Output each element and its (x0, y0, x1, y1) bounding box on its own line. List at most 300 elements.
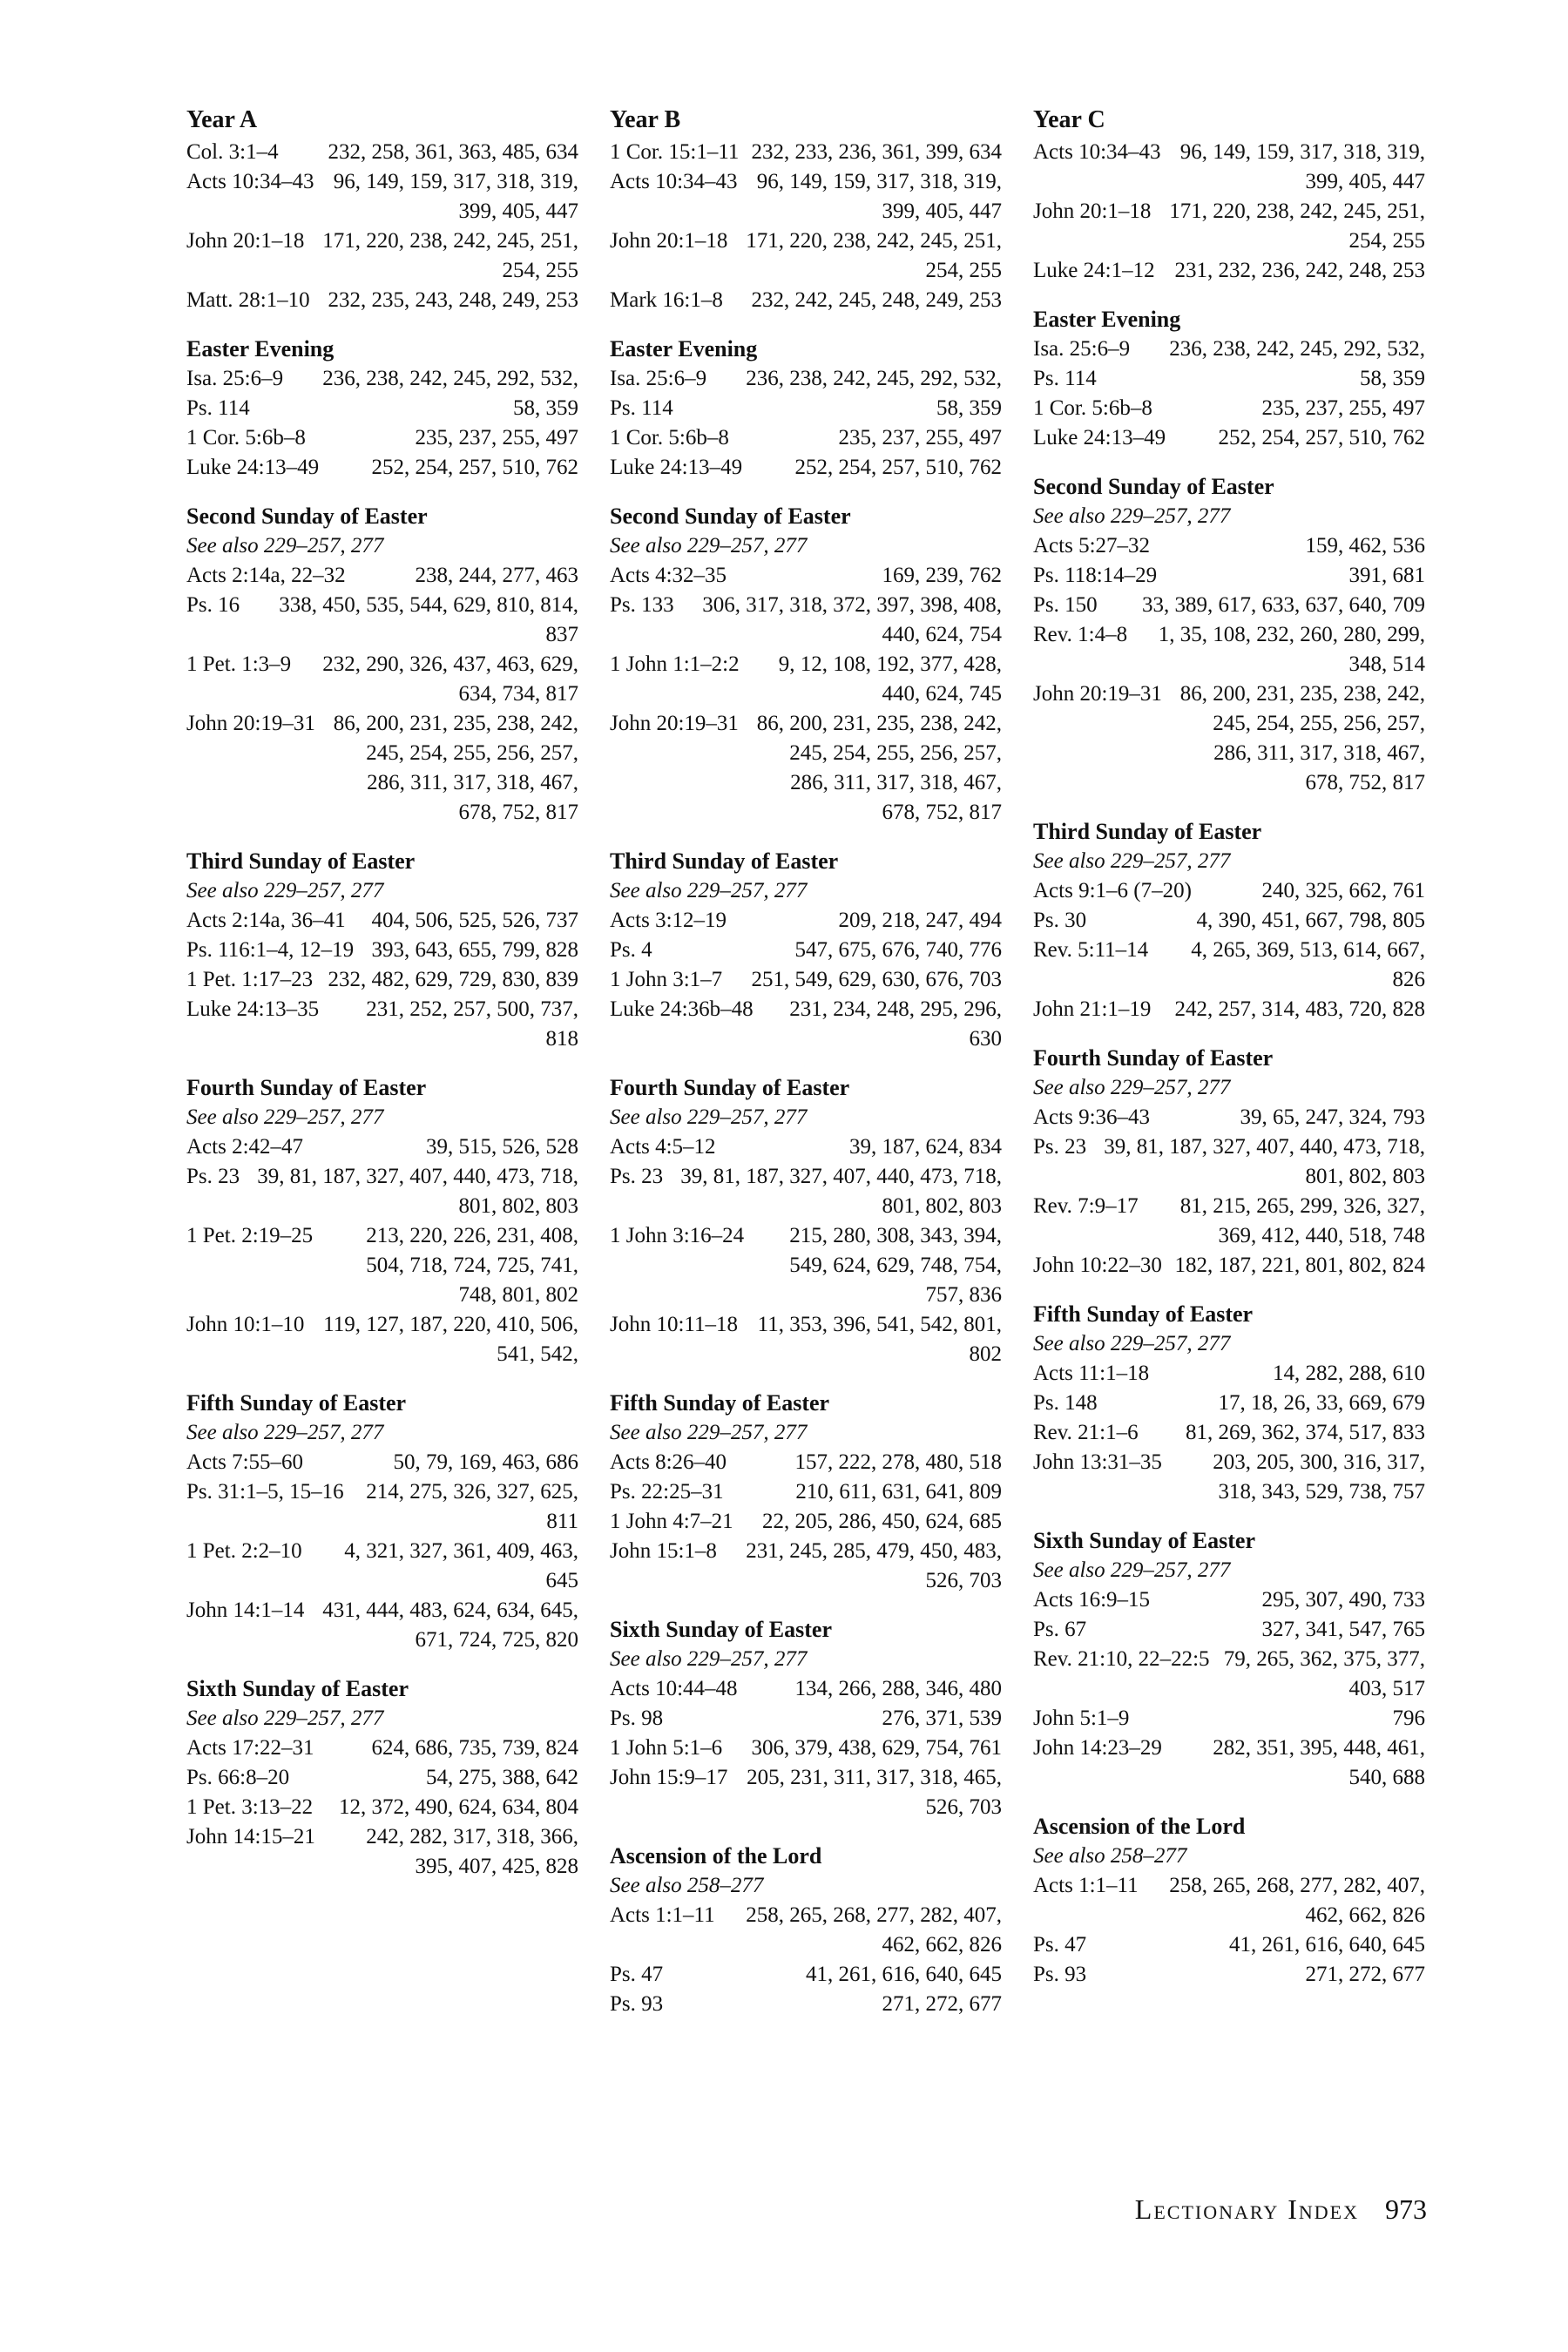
hymn-numbers: 86, 200, 231, 235, 238, 242, 245, 254, 255, 256, 257, 286, 311, 317, 318, 467, 678, 752, 817 (1179, 682, 1425, 794)
index-entry (1033, 1871, 1425, 1930)
index-entry (610, 1763, 1002, 1822)
index-entry (610, 1310, 1002, 1369)
lectionary-section (1033, 138, 1425, 286)
lectionary-section (1033, 305, 1425, 453)
scripture-reference: Luke 24:13–35 (186, 997, 320, 1021)
scripture-reference: Ps. 114 (186, 396, 250, 420)
index-entry (610, 1704, 1002, 1734)
index-entry (1033, 1734, 1425, 1793)
hymn-numbers: 235, 237, 255, 497 (415, 426, 578, 449)
hymn-numbers: 236, 238, 242, 245, 292, 532, (746, 367, 1002, 390)
hymn-numbers: 252, 254, 257, 510, 762 (794, 456, 1002, 479)
index-entry (610, 1162, 1002, 1221)
index-entry (610, 995, 1002, 1054)
index-entry (186, 1537, 578, 1596)
hymn-numbers: 235, 237, 255, 497 (1261, 396, 1425, 420)
section-title: Second Sunday of Easter (610, 504, 851, 529)
see-also-note: See also 229–257, 277 (186, 1707, 384, 1730)
scripture-reference: Acts 1:1–11 (610, 1903, 715, 1927)
scripture-reference: Ps. 4 (610, 938, 652, 962)
index-entry (610, 1990, 1002, 2019)
scripture-reference: Ps. 66:8–20 (186, 1766, 290, 1789)
hymn-numbers: 393, 643, 655, 799, 828 (371, 938, 578, 962)
hymn-numbers: 258, 265, 268, 277, 282, 407, 462, 662, 826 (1169, 1874, 1425, 1927)
scripture-reference: John 14:15–21 (186, 1825, 315, 1848)
index-entry (610, 709, 1002, 828)
section-title: Second Sunday of Easter (1033, 474, 1274, 499)
scripture-reference: John 20:1–18 (610, 229, 728, 253)
hymn-numbers: 242, 257, 314, 483, 720, 828 (1174, 997, 1425, 1021)
index-entry (610, 1674, 1002, 1704)
see-also-note: See also 229–257, 277 (610, 1647, 808, 1671)
scripture-reference: Acts 10:44–48 (610, 1677, 738, 1700)
index-entry (186, 167, 578, 226)
scripture-reference: 1 Pet. 2:2–10 (186, 1539, 302, 1563)
index-entry (1033, 620, 1425, 679)
index-entry (186, 936, 578, 965)
hymn-numbers: 231, 252, 257, 500, 737, 818 (366, 997, 578, 1051)
scripture-reference: Ps. 148 (1033, 1391, 1098, 1415)
scripture-reference: Ps. 31:1–5, 15–16 (186, 1480, 344, 1504)
see-also-note: See also 229–257, 277 (1033, 1332, 1231, 1355)
see-also-note: See also 229–257, 277 (1033, 504, 1231, 528)
index-entry (186, 1793, 578, 1822)
scripture-reference: Acts 9:1–6 (7–20) (1033, 879, 1192, 902)
section-title: Easter Evening (1033, 307, 1181, 332)
year-heading: Year B (610, 106, 681, 133)
scripture-reference: 1 Pet. 1:3–9 (186, 652, 292, 676)
hymn-numbers: 171, 220, 238, 242, 245, 251, 254, 255 (1169, 199, 1425, 253)
lectionary-section (1033, 1526, 1425, 1793)
year-heading: Year A (186, 106, 258, 133)
index-entry (186, 1822, 578, 1882)
index-entry (610, 453, 1002, 483)
hymn-numbers: 431, 444, 483, 624, 634, 645, 671, 724, 725, 820 (322, 1598, 578, 1652)
scripture-reference: Ps. 47 (1033, 1933, 1087, 1957)
lectionary-section (186, 847, 578, 1054)
hymn-numbers: 404, 506, 525, 526, 737 (371, 909, 578, 932)
index-entry (1033, 1930, 1425, 1960)
see-also-note: See also 229–257, 277 (1033, 1558, 1231, 1582)
lectionary-section (610, 1389, 1002, 1596)
column-year-c (1033, 105, 1425, 2009)
scripture-reference: Acts 7:55–60 (186, 1450, 304, 1474)
scripture-reference: 1 Pet. 2:19–25 (186, 1224, 314, 1247)
page-number: 973 (1385, 2193, 1427, 2225)
scripture-reference: Acts 5:27–32 (1033, 534, 1151, 558)
scripture-reference: John 10:11–18 (610, 1313, 738, 1336)
index-entry (1033, 1960, 1425, 1990)
index-entry (610, 423, 1002, 453)
hymn-numbers: 327, 341, 547, 765 (1261, 1618, 1425, 1641)
hymn-numbers: 391, 681 (1348, 564, 1425, 587)
hymn-numbers: 1, 35, 108, 232, 260, 280, 299, 348, 514 (1158, 623, 1425, 676)
scripture-reference: Ps. 23 (1033, 1135, 1087, 1159)
hymn-numbers: 159, 462, 536 (1305, 534, 1425, 558)
index-entry (186, 1310, 578, 1369)
scripture-reference: Acts 10:34–43 (186, 170, 314, 193)
hymn-numbers: 4, 265, 369, 513, 614, 667, 826 (1191, 938, 1425, 991)
see-also-note: See also 258–277 (1033, 1844, 1187, 1868)
hymn-numbers: 203, 205, 300, 316, 317, 318, 343, 529, 738, 757 (1213, 1450, 1425, 1504)
hymn-numbers: 12, 372, 490, 624, 634, 804 (339, 1795, 578, 1819)
hymn-numbers: 58, 359 (936, 396, 1002, 420)
section-title: Sixth Sunday of Easter (1033, 1528, 1255, 1553)
index-entry (610, 1734, 1002, 1763)
scripture-reference: Luke 24:36b–48 (610, 997, 754, 1021)
scripture-reference: Luke 24:13–49 (186, 456, 320, 479)
scripture-reference: 1 John 3:1–7 (610, 968, 723, 991)
scripture-reference: John 21:1–19 (1033, 997, 1152, 1021)
lectionary-section (186, 138, 578, 315)
scripture-reference: Ps. 98 (610, 1707, 664, 1730)
hymn-numbers: 17, 18, 26, 33, 669, 679 (1218, 1391, 1425, 1415)
see-also-note: See also 229–257, 277 (186, 534, 384, 558)
hymn-numbers: 157, 222, 278, 480, 518 (794, 1450, 1002, 1474)
index-entry (610, 965, 1002, 995)
index-entry (1033, 591, 1425, 620)
index-entry (610, 1221, 1002, 1310)
index-entry (1033, 1132, 1425, 1192)
lectionary-section (610, 1842, 1002, 2019)
scripture-reference: Ps. 30 (1033, 909, 1087, 932)
hymn-numbers: 169, 239, 762 (882, 564, 1002, 587)
scripture-reference: John 5:1–9 (1033, 1707, 1130, 1730)
scripture-reference: 1 Cor. 15:1–11 (610, 140, 740, 164)
hymn-numbers: 41, 261, 616, 640, 645 (806, 1963, 1002, 1986)
scripture-reference: John 20:1–18 (186, 229, 305, 253)
scripture-reference: Ps. 116:1–4, 12–19 (186, 938, 355, 962)
lectionary-section (186, 502, 578, 828)
scripture-reference: 1 Pet. 3:13–22 (186, 1795, 314, 1819)
hymn-numbers: 50, 79, 169, 463, 686 (393, 1450, 578, 1474)
scripture-reference: John 20:1–18 (1033, 199, 1152, 223)
scripture-reference: John 20:19–31 (610, 712, 739, 735)
scripture-reference: Isa. 25:6–9 (1033, 337, 1131, 361)
hymn-numbers: 232, 233, 236, 361, 399, 634 (751, 140, 1002, 164)
index-entry (1033, 364, 1425, 394)
index-entry (610, 1537, 1002, 1596)
scripture-reference: Ps. 23 (610, 1165, 664, 1188)
hymn-numbers: 252, 254, 257, 510, 762 (371, 456, 578, 479)
hymn-numbers: 215, 280, 308, 343, 394, 549, 624, 629, 748, 754, 757, 836 (789, 1224, 1002, 1307)
hymn-numbers: 171, 220, 238, 242, 245, 251, 254, 255 (746, 229, 1002, 282)
scripture-reference: Acts 2:14a, 36–41 (186, 909, 346, 932)
see-also-note: See also 229–257, 277 (186, 1105, 384, 1129)
hymn-numbers: 252, 254, 257, 510, 762 (1218, 426, 1425, 449)
scripture-reference: John 10:22–30 (1033, 1254, 1162, 1277)
index-entry (186, 965, 578, 995)
hymn-numbers: 96, 149, 159, 317, 318, 319, 399, 405, 447 (333, 170, 578, 223)
index-entry (186, 1162, 578, 1221)
scripture-reference: Ps. 114 (610, 396, 673, 420)
hymn-numbers: 54, 275, 388, 642 (426, 1766, 578, 1789)
scripture-reference: Acts 9:36–43 (1033, 1105, 1151, 1129)
index-entry (186, 1734, 578, 1763)
hymn-numbers: 796 (1392, 1707, 1425, 1730)
scripture-reference: Isa. 25:6–9 (610, 367, 707, 390)
index-entry (1033, 394, 1425, 423)
index-entry (1033, 1645, 1425, 1704)
hymn-numbers: 251, 549, 629, 630, 676, 703 (751, 968, 1002, 991)
hymn-numbers: 209, 218, 247, 494 (838, 909, 1002, 932)
scripture-reference: Rev. 21:10, 22–22:5 (1033, 1647, 1210, 1671)
scripture-reference: Isa. 25:6–9 (186, 367, 284, 390)
section-title: Sixth Sunday of Easter (610, 1617, 832, 1642)
scripture-reference: Ps. 93 (1033, 1963, 1087, 1986)
hymn-numbers: 236, 238, 242, 245, 292, 532, (1169, 337, 1425, 361)
scripture-reference: John 14:1–14 (186, 1598, 305, 1622)
section-title: Fourth Sunday of Easter (186, 1075, 427, 1100)
index-entry (610, 394, 1002, 423)
scripture-reference: Acts 8:26–40 (610, 1450, 727, 1474)
index-entry (1033, 995, 1425, 1024)
scripture-reference: Acts 4:32–35 (610, 564, 727, 587)
scripture-reference: Rev. 21:1–6 (1033, 1421, 1139, 1444)
hymn-numbers: 306, 379, 438, 629, 754, 761 (751, 1736, 1002, 1760)
index-entry (186, 1763, 578, 1793)
index-entry (610, 906, 1002, 936)
scripture-reference: 1 Cor. 5:6b–8 (1033, 396, 1152, 420)
hymn-numbers: 282, 351, 395, 448, 461, 540, 688 (1213, 1736, 1425, 1789)
hymn-numbers: 276, 371, 539 (882, 1707, 1002, 1730)
hymn-numbers: 306, 317, 318, 372, 397, 398, 408, 440, 624, 754 (702, 593, 1002, 646)
see-also-note: See also 229–257, 277 (186, 1421, 384, 1444)
index-entry (186, 995, 578, 1054)
hymn-numbers: 238, 244, 277, 463 (415, 564, 578, 587)
hymn-numbers: 39, 81, 187, 327, 407, 440, 473, 718, 801, 802, 803 (1104, 1135, 1425, 1188)
index-entry (186, 138, 578, 167)
lectionary-section (1033, 1300, 1425, 1507)
scripture-reference: John 20:19–31 (186, 712, 315, 735)
index-entry (610, 1477, 1002, 1507)
lectionary-section (1033, 817, 1425, 1024)
index-entry (1033, 423, 1425, 453)
lectionary-section (1033, 1812, 1425, 1990)
scripture-reference: John 14:23–29 (1033, 1736, 1162, 1760)
hymn-numbers: 4, 321, 327, 361, 409, 463, 645 (344, 1539, 578, 1592)
scripture-reference: Acts 3:12–19 (610, 909, 727, 932)
hymn-numbers: 79, 265, 362, 375, 377, 403, 517 (1223, 1647, 1425, 1700)
index-entry (610, 561, 1002, 591)
see-also-note: See also 229–257, 277 (186, 879, 384, 902)
index-entry (610, 591, 1002, 650)
index-entry (186, 364, 578, 394)
index-entry (186, 1448, 578, 1477)
lectionary-section (1033, 472, 1425, 798)
index-entry (1033, 1251, 1425, 1281)
scripture-reference: Ps. 67 (1033, 1618, 1087, 1641)
hymn-numbers: 232, 235, 243, 248, 249, 253 (328, 288, 578, 312)
scripture-reference: John 10:1–10 (186, 1313, 305, 1336)
see-also-note: See also 229–257, 277 (1033, 1076, 1231, 1099)
scripture-reference: John 13:31–35 (1033, 1450, 1162, 1474)
hymn-numbers: 9, 12, 108, 192, 377, 428, 440, 624, 745 (778, 652, 1002, 706)
hymn-numbers: 232, 482, 629, 729, 830, 839 (328, 968, 578, 991)
index-entry (186, 906, 578, 936)
hymn-numbers: 39, 515, 526, 528 (426, 1135, 578, 1159)
hymn-numbers: 210, 611, 631, 641, 809 (795, 1480, 1002, 1504)
scripture-reference: Ps. 150 (1033, 593, 1098, 617)
hymn-numbers: 11, 353, 396, 541, 542, 801, 802 (757, 1313, 1002, 1366)
scripture-reference: John 15:9–17 (610, 1766, 728, 1789)
scripture-reference: Col. 3:1–4 (186, 140, 279, 164)
hymn-numbers: 232, 290, 326, 437, 463, 629, 634, 734, 817 (322, 652, 578, 706)
scripture-reference: Acts 17:22–31 (186, 1736, 314, 1760)
see-also-note: See also 229–257, 277 (610, 1105, 808, 1129)
index-entry (610, 1507, 1002, 1537)
index-entry (1033, 1103, 1425, 1132)
scripture-reference: John 20:19–31 (1033, 682, 1162, 706)
hymn-numbers: 81, 269, 362, 374, 517, 833 (1186, 1421, 1425, 1444)
index-entry (610, 138, 1002, 167)
scripture-reference: Acts 10:34–43 (610, 170, 738, 193)
see-also-note: See also 229–257, 277 (610, 1421, 808, 1444)
column-year-b (610, 105, 1002, 2038)
lectionary-section (186, 335, 578, 483)
section-title: Fourth Sunday of Easter (610, 1075, 850, 1100)
hymn-numbers: 41, 261, 616, 640, 645 (1229, 1933, 1425, 1957)
scripture-reference: Ps. 16 (186, 593, 240, 617)
hymn-numbers: 235, 237, 255, 497 (838, 426, 1002, 449)
index-entry (610, 286, 1002, 315)
hymn-numbers: 86, 200, 231, 235, 238, 242, 245, 254, 255, 256, 257, 286, 311, 317, 318, 467, 678, 752, 817 (756, 712, 1002, 824)
index-entry (610, 1901, 1002, 1960)
scripture-reference: Rev. 5:11–14 (1033, 938, 1149, 962)
hymn-numbers: 81, 215, 265, 299, 326, 327, 369, 412, 440, 518, 748 (1179, 1194, 1425, 1247)
hymn-numbers: 39, 81, 187, 327, 407, 440, 473, 718, 801, 802, 803 (257, 1165, 578, 1218)
hymn-numbers: 240, 325, 662, 761 (1261, 879, 1425, 902)
scripture-reference: 1 John 4:7–21 (610, 1510, 733, 1533)
scripture-reference: Luke 24:13–49 (1033, 426, 1166, 449)
index-entry (186, 453, 578, 483)
scripture-reference: Rev. 7:9–17 (1033, 1194, 1139, 1218)
hymn-numbers: 231, 245, 285, 479, 450, 483, 526, 703 (746, 1539, 1002, 1592)
scripture-reference: Rev. 1:4–8 (1033, 623, 1128, 646)
scripture-reference: Acts 10:34–43 (1033, 140, 1161, 164)
see-also-note: See also 229–257, 277 (610, 879, 808, 902)
running-footer-title: Lectionary Index (1134, 2193, 1359, 2225)
index-entry (1033, 138, 1425, 197)
scripture-reference: Ps. 133 (610, 593, 674, 617)
hymn-numbers: 232, 258, 361, 363, 485, 634 (328, 140, 578, 164)
section-title: Second Sunday of Easter (186, 504, 428, 529)
index-entry (610, 226, 1002, 286)
section-title: Ascension of the Lord (610, 1843, 822, 1869)
index-entry (610, 1448, 1002, 1477)
hymn-numbers: 39, 81, 187, 327, 407, 440, 473, 718, 801, 802, 803 (680, 1165, 1002, 1218)
index-entry (1033, 335, 1425, 364)
lectionary-section (610, 502, 1002, 828)
index-entry (610, 650, 1002, 709)
lectionary-section (610, 335, 1002, 483)
index-entry (186, 394, 578, 423)
index-entry (1033, 1615, 1425, 1645)
scripture-reference: 1 John 3:16–24 (610, 1224, 745, 1247)
hymn-numbers: 232, 242, 245, 248, 249, 253 (751, 288, 1002, 312)
index-entry (1033, 906, 1425, 936)
section-title: Third Sunday of Easter (610, 848, 839, 874)
scripture-reference: Acts 11:1–18 (1033, 1362, 1150, 1385)
scripture-reference: Luke 24:13–49 (610, 456, 743, 479)
hymn-numbers: 271, 272, 677 (882, 1992, 1002, 2016)
index-entry (186, 709, 578, 828)
scripture-reference: John 15:1–8 (610, 1539, 717, 1563)
hymn-numbers: 96, 149, 159, 317, 318, 319, 399, 405, 447 (756, 170, 1002, 223)
hymn-numbers: 14, 282, 288, 610 (1273, 1362, 1425, 1385)
index-entry (1033, 197, 1425, 256)
hymn-numbers: 39, 65, 247, 324, 793 (1240, 1105, 1425, 1129)
hymn-numbers: 58, 359 (513, 396, 578, 420)
hymn-numbers: 214, 275, 326, 327, 625, 811 (366, 1480, 578, 1533)
index-entry (610, 936, 1002, 965)
index-entry (610, 167, 1002, 226)
lectionary-section (610, 138, 1002, 315)
scripture-reference: Ps. 118:14–29 (1033, 564, 1158, 587)
index-entry (1033, 876, 1425, 906)
index-entry (1033, 256, 1425, 286)
hymn-numbers: 119, 127, 187, 220, 410, 506, 541, 542, (323, 1313, 578, 1366)
hymn-numbers: 213, 220, 226, 231, 408, 504, 718, 724, 725, 741, 748, 801, 802 (366, 1224, 578, 1307)
lectionary-section (186, 1073, 578, 1369)
index-entry (1033, 561, 1425, 591)
hymn-numbers: 4, 390, 451, 667, 798, 805 (1196, 909, 1425, 932)
index-entry (1033, 936, 1425, 995)
hymn-numbers: 624, 686, 735, 739, 824 (371, 1736, 578, 1760)
index-entry (186, 1132, 578, 1162)
lectionary-section (1033, 1044, 1425, 1281)
hymn-numbers: 547, 675, 676, 740, 776 (794, 938, 1002, 962)
hymn-numbers: 295, 307, 490, 733 (1261, 1588, 1425, 1612)
index-entry (186, 423, 578, 453)
hymn-numbers: 22, 205, 286, 450, 624, 685 (762, 1510, 1002, 1533)
index-entry (186, 591, 578, 650)
hymn-numbers: 182, 187, 221, 801, 802, 824 (1174, 1254, 1425, 1277)
scripture-reference: 1 Pet. 1:17–23 (186, 968, 314, 991)
scripture-reference: 1 Cor. 5:6b–8 (186, 426, 306, 449)
index-entry (610, 1960, 1002, 1990)
page-footer (1135, 2192, 1427, 2227)
index-entry (610, 364, 1002, 394)
lectionary-section (610, 1073, 1002, 1369)
year-heading: Year C (1033, 106, 1105, 133)
section-title: Easter Evening (186, 336, 335, 362)
see-also-note: See also 229–257, 277 (610, 534, 808, 558)
see-also-note: See also 229–257, 277 (1033, 849, 1231, 873)
section-title: Fifth Sunday of Easter (610, 1390, 830, 1416)
hymn-numbers: 86, 200, 231, 235, 238, 242, 245, 254, 255, 256, 257, 286, 311, 317, 318, 467, 678, 752, 817 (333, 712, 578, 824)
lectionary-section (186, 1389, 578, 1655)
hymn-numbers: 96, 149, 159, 317, 318, 319, 399, 405, 447 (1179, 140, 1425, 193)
scripture-reference: Ps. 47 (610, 1963, 664, 1986)
scripture-reference: Acts 1:1–11 (1033, 1874, 1139, 1897)
index-entry (1033, 1359, 1425, 1389)
scripture-reference: Matt. 28:1–10 (186, 288, 310, 312)
hymn-numbers: 231, 234, 248, 295, 296, 630 (789, 997, 1002, 1051)
index-entry (610, 1132, 1002, 1162)
scripture-reference: 1 John 1:1–2:2 (610, 652, 740, 676)
lectionary-section (610, 847, 1002, 1054)
section-title: Third Sunday of Easter (186, 848, 416, 874)
scripture-reference: Ps. 22:25–31 (610, 1480, 724, 1504)
index-entry (186, 1596, 578, 1655)
section-title: Ascension of the Lord (1033, 1814, 1246, 1839)
hymn-numbers: 39, 187, 624, 834 (849, 1135, 1002, 1159)
scripture-reference: Ps. 23 (186, 1165, 240, 1188)
scripture-reference: Acts 2:42–47 (186, 1135, 304, 1159)
scripture-reference: 1 John 5:1–6 (610, 1736, 723, 1760)
hymn-numbers: 205, 231, 311, 317, 318, 465, 526, 703 (747, 1766, 1002, 1819)
